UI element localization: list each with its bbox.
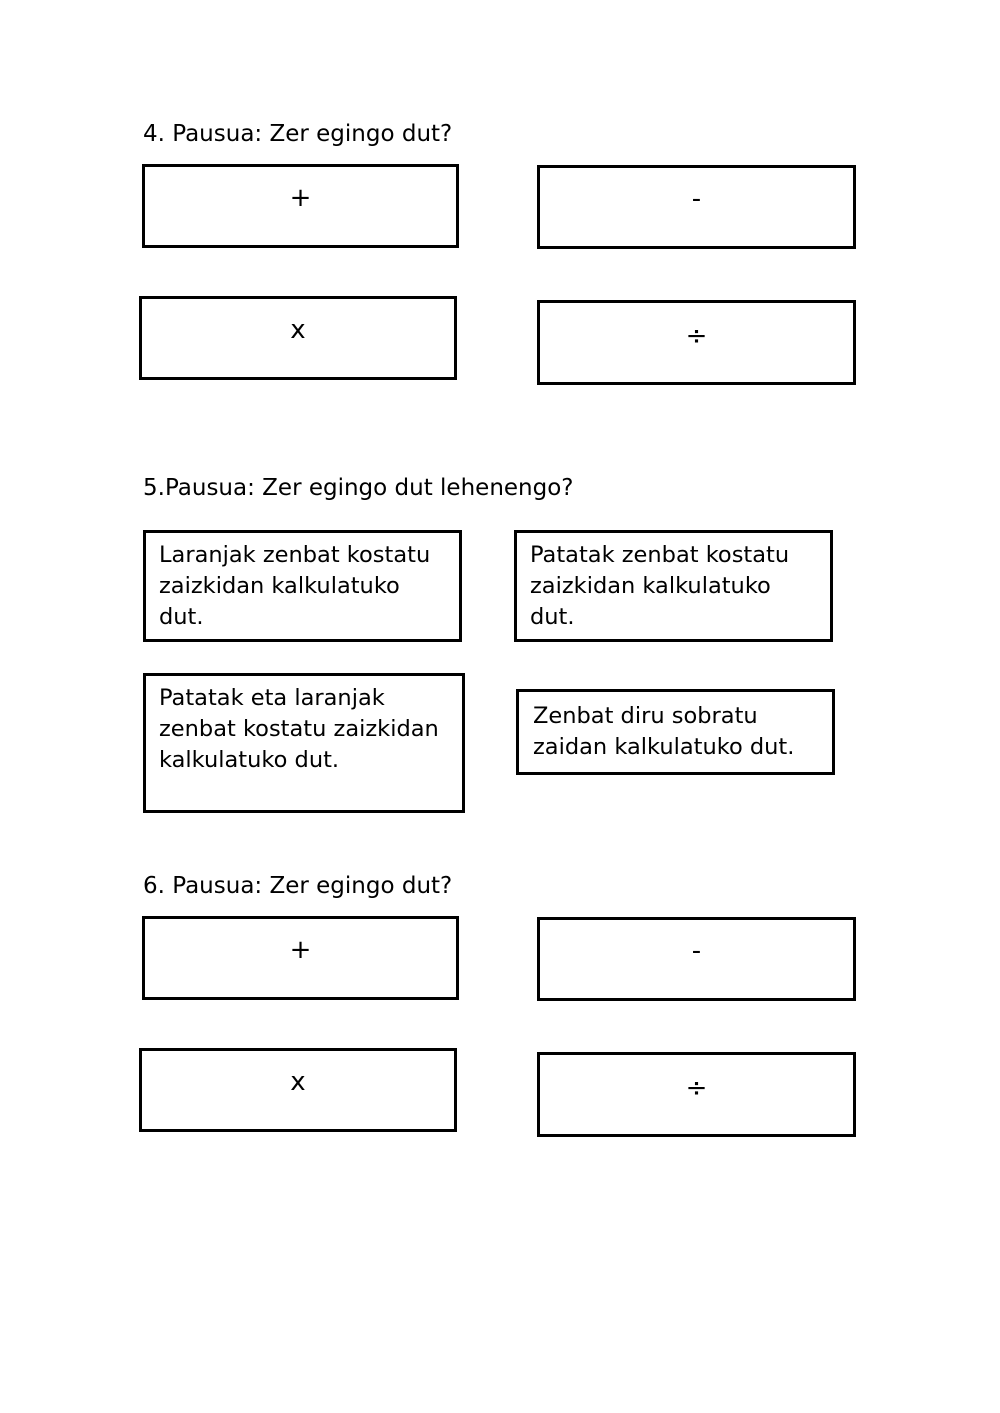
step-5-option-potatoes-and-oranges[interactable]: Patatak eta laranjak zenbat kostatu zaizkidan kalkulatuko dut. <box>143 673 465 813</box>
step-6-subtract-option[interactable] <box>537 917 856 1001</box>
plus-symbol: + <box>289 183 312 213</box>
multiply-symbol: x <box>290 1067 306 1097</box>
step-6-heading: 6. Pausua: Zer egingo dut? <box>143 873 453 899</box>
step-5-option-money-left[interactable]: Zenbat diru sobratu zaidan kalkulatuko dut. <box>516 689 835 775</box>
step-5-heading: 5.Pausua: Zer egingo dut lehenengo? <box>143 475 574 501</box>
step-4-subtract-option[interactable] <box>537 165 856 249</box>
minus-symbol: - <box>691 184 702 214</box>
step-4-divide-option[interactable] <box>537 300 856 385</box>
step-4-add-option[interactable] <box>142 164 459 248</box>
divide-symbol: ÷ <box>685 1073 708 1103</box>
step-5-option-potatoes[interactable]: Patatak zenbat kostatu zaizkidan kalkulatuko dut. <box>514 530 833 642</box>
step-6-divide-option[interactable] <box>537 1052 856 1137</box>
divide-symbol: ÷ <box>685 321 708 351</box>
step-4-heading: 4. Pausua: Zer egingo dut? <box>143 121 453 147</box>
step-5-option-oranges[interactable]: Laranjak zenbat kostatu zaizkidan kalkulatuko dut. <box>143 530 462 642</box>
plus-symbol: + <box>289 935 312 965</box>
multiply-symbol: x <box>290 315 306 345</box>
step-6-add-option[interactable] <box>142 916 459 1000</box>
step-4-multiply-option[interactable] <box>139 296 457 380</box>
step-6-multiply-option[interactable] <box>139 1048 457 1132</box>
minus-symbol: - <box>691 936 702 966</box>
